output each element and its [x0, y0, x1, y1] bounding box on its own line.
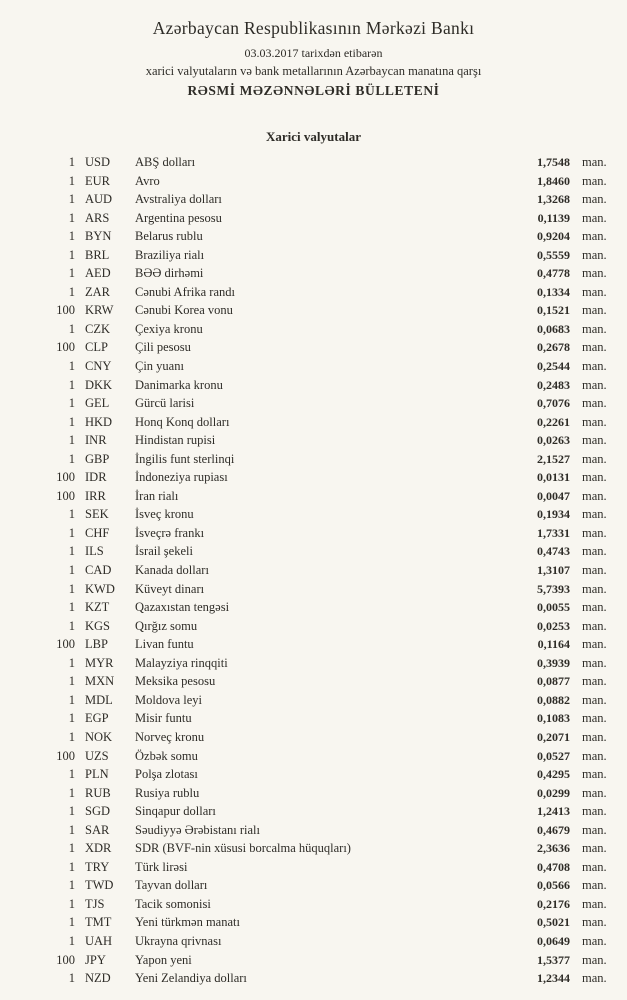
currency-code: SGD: [85, 804, 111, 819]
currency-name: Çili pesosu: [135, 340, 191, 355]
currency-code: CNY: [85, 359, 112, 374]
currency-code: NOK: [85, 729, 113, 744]
currency-name: Norveç kronu: [135, 729, 205, 744]
currency-rate: 0,0263: [537, 433, 570, 448]
currency-row: [0, 951, 627, 970]
currency-row: [0, 691, 627, 710]
currency-name: Braziliya rialı: [135, 247, 205, 262]
currency-nominal: 1: [68, 581, 75, 596]
currency-name: ABŞ dolları: [135, 155, 196, 169]
currency-nominal: 1: [68, 321, 75, 336]
currency-name: Polşa zlotası: [135, 767, 198, 782]
currency-nominal: 1: [68, 618, 75, 633]
currency-rate: 0,4743: [537, 544, 570, 559]
currency-unit: man.: [582, 229, 607, 244]
currency-code: TWD: [85, 878, 114, 893]
currency-rate: 0,0527: [537, 748, 570, 763]
currency-rate: 1,7331: [537, 525, 570, 540]
currency-code: KRW: [85, 303, 114, 318]
currency-code: TRY: [85, 859, 110, 874]
currency-row: [0, 283, 627, 302]
currency-name: İsrail şekeli: [135, 544, 193, 559]
currency-code: MYR: [85, 655, 114, 670]
currency-rate: 0,4679: [537, 822, 570, 837]
currency-unit: man.: [582, 470, 607, 485]
currency-row: [0, 376, 627, 395]
currency-name: Honq Konq dolları: [135, 414, 230, 429]
currency-unit: man.: [582, 525, 607, 540]
currency-unit: man.: [582, 359, 607, 374]
currency-unit: man.: [582, 284, 607, 299]
currency-rate: 0,0566: [537, 878, 570, 893]
currency-rate: 2,3636: [537, 841, 570, 856]
currency-unit: man.: [582, 933, 607, 948]
currency-row: [0, 654, 627, 673]
currency-nominal: 1: [68, 377, 75, 392]
currency-unit: man.: [582, 785, 607, 800]
currency-row: [0, 747, 627, 766]
currency-code: BYN: [85, 229, 112, 244]
currency-nominal: 1: [68, 822, 75, 837]
currency-name: Qırğız somu: [135, 618, 198, 633]
currency-unit: man.: [582, 544, 607, 559]
currency-nominal: 1: [68, 804, 75, 819]
currency-nominal: 100: [56, 340, 75, 355]
currency-rate: 0,5559: [537, 247, 570, 262]
currency-code: JPY: [85, 952, 106, 967]
currency-name: Ukrayna qrivnası: [135, 933, 222, 948]
currency-code: NZD: [85, 971, 111, 986]
currency-name: Misir funtu: [135, 711, 192, 726]
currency-row: [0, 821, 627, 840]
currency-unit: man.: [582, 266, 607, 281]
currency-row: [0, 858, 627, 877]
currency-code: GEL: [85, 396, 110, 411]
currency-unit: man.: [582, 618, 607, 633]
currency-unit: man.: [582, 674, 607, 689]
currency-row: [0, 784, 627, 803]
currency-unit: man.: [582, 915, 607, 930]
currency-rate: 0,4295: [537, 767, 570, 782]
currency-name: Malayziya rinqqiti: [135, 655, 228, 670]
currency-code: GBP: [85, 451, 110, 466]
currency-nominal: 1: [68, 896, 75, 911]
currency-name: Cənubi Afrika randı: [135, 284, 235, 299]
currency-rate: 0,1139: [537, 210, 570, 225]
currency-name: Küveyt dinarı: [135, 581, 205, 596]
currency-code: HKD: [85, 414, 113, 429]
currency-rate: 5,7393: [537, 581, 570, 596]
currency-code: BRL: [85, 247, 110, 262]
currency-name: Avstraliya dolları: [135, 192, 222, 207]
currency-code: INR: [85, 433, 107, 448]
currency-row: [0, 765, 627, 784]
currency-unit: man.: [582, 878, 607, 893]
currency-rate: 1,3107: [537, 563, 570, 578]
currency-nominal: 100: [56, 303, 75, 318]
currency-nominal: 1: [68, 563, 75, 578]
currency-nominal: 1: [68, 600, 75, 615]
currency-row: [0, 394, 627, 413]
currency-code: ZAR: [85, 284, 110, 299]
currency-rate: 0,7076: [537, 396, 570, 411]
currency-rate: 0,2483: [537, 377, 570, 392]
currency-code: KZT: [85, 600, 110, 615]
effective-date-line: 03.03.2017 tarixdən etibarən: [244, 46, 383, 60]
currency-unit: man.: [582, 507, 607, 522]
currency-rate: 0,0649: [537, 933, 570, 948]
currency-unit: man.: [582, 822, 607, 837]
currency-nominal: 1: [68, 451, 75, 466]
currency-row: [0, 617, 627, 636]
currency-name: Meksika pesosu: [135, 674, 216, 689]
currency-code: AED: [85, 266, 111, 281]
currency-rate: 0,4778: [537, 266, 570, 281]
currency-nominal: 1: [68, 841, 75, 856]
currency-name: Türk lirəsi: [135, 859, 188, 874]
currency-unit: man.: [582, 729, 607, 744]
currency-row: [0, 301, 627, 320]
currency-rate: 1,2344: [537, 971, 570, 986]
currency-row: [0, 357, 627, 376]
currency-rate: 1,5377: [537, 952, 570, 967]
currency-unit: man.: [582, 451, 607, 466]
currency-name: Sinqapur dolları: [135, 804, 216, 819]
currency-row: [0, 876, 627, 895]
currency-nominal: 100: [56, 470, 75, 485]
bulletin-title: RƏSMİ MƏZƏNNƏLƏRİ BÜLLETENİ: [187, 83, 440, 98]
currency-name: Yapon yeni: [135, 952, 192, 967]
currency-unit: man.: [582, 804, 607, 819]
currency-nominal: 1: [68, 971, 75, 986]
currency-rate: 0,2176: [537, 896, 570, 911]
currency-code: CHF: [85, 525, 110, 540]
currency-nominal: 100: [56, 748, 75, 763]
currency-unit: man.: [582, 711, 607, 726]
currency-unit: man.: [582, 173, 607, 188]
currency-code: LBP: [85, 637, 108, 652]
currency-rate: 0,0882: [537, 692, 570, 707]
currency-unit: man.: [582, 748, 607, 763]
currency-unit: man.: [582, 433, 607, 448]
currency-unit: man.: [582, 303, 607, 318]
currency-nominal: 1: [68, 933, 75, 948]
currency-row: [0, 598, 627, 617]
currency-unit: man.: [582, 210, 607, 225]
currency-unit: man.: [582, 414, 607, 429]
currency-nominal: 1: [68, 210, 75, 225]
currency-nominal: 1: [68, 692, 75, 707]
currency-code: UZS: [85, 748, 109, 763]
currency-nominal: 1: [68, 284, 75, 299]
currency-row: [0, 839, 627, 858]
currency-name: Avro: [135, 173, 160, 188]
currency-code: CLP: [85, 340, 108, 355]
currency-row: [0, 580, 627, 599]
currency-nominal: 1: [68, 359, 75, 374]
currency-name: Səudiyyə Ərəbistanı rialı: [135, 822, 260, 837]
currency-rate: 1,2413: [537, 804, 570, 819]
currency-row: [0, 172, 627, 191]
currency-name: Livan funtu: [135, 637, 194, 652]
currency-rate: 0,9204: [537, 229, 570, 244]
currency-row: [0, 450, 627, 469]
currency-name: Cənubi Korea vonu: [135, 303, 233, 318]
currency-name: Hindistan rupisi: [135, 433, 216, 448]
currency-code: KGS: [85, 618, 111, 633]
currency-rate: 0,2071: [537, 729, 570, 744]
currency-code: USD: [85, 155, 111, 169]
currency-code: EUR: [85, 173, 110, 188]
currency-unit: man.: [582, 247, 607, 262]
currency-nominal: 1: [68, 878, 75, 893]
currency-unit: man.: [582, 396, 607, 411]
currency-row: [0, 561, 627, 580]
currency-rate: 1,8460: [537, 173, 570, 188]
currency-rate: 0,0055: [537, 600, 570, 615]
currency-nominal: 1: [68, 544, 75, 559]
currency-unit: man.: [582, 192, 607, 207]
currency-code: SAR: [85, 822, 110, 837]
currency-unit: man.: [582, 563, 607, 578]
currency-unit: man.: [582, 767, 607, 782]
currency-row: [0, 932, 627, 951]
currency-name: Çin yuanı: [135, 359, 184, 374]
currency-rate: 0,0877: [537, 674, 570, 689]
currency-row: [0, 468, 627, 487]
currency-unit: man.: [582, 340, 607, 355]
currency-name: Argentina pesosu: [135, 210, 222, 225]
currency-rate: 0,0683: [537, 321, 570, 336]
currency-unit: man.: [582, 952, 607, 967]
currency-rate: 0,0131: [537, 470, 570, 485]
currency-table: [0, 153, 627, 988]
currency-code: TMT: [85, 915, 112, 930]
currency-nominal: 100: [56, 488, 75, 503]
currency-unit: man.: [582, 321, 607, 336]
currency-name: Moldova leyi: [135, 692, 203, 707]
currency-nominal: 1: [68, 915, 75, 930]
currency-code: MDL: [85, 692, 113, 707]
currency-row: [0, 672, 627, 691]
currency-unit: man.: [582, 896, 607, 911]
currency-row: [0, 709, 627, 728]
currency-name: Kanada dolları: [135, 563, 209, 578]
currency-nominal: 1: [68, 525, 75, 540]
currency-name: Qazaxıstan tengəsi: [135, 600, 230, 615]
currency-rate: 0,2261: [537, 414, 570, 429]
currency-row: [0, 802, 627, 821]
currency-row: [0, 635, 627, 654]
currency-row: [0, 153, 627, 172]
currency-code: CAD: [85, 563, 112, 578]
currency-row: [0, 913, 627, 932]
currency-name: Çexiya kronu: [135, 321, 203, 336]
currency-code: PLN: [85, 767, 109, 782]
currency-nominal: 1: [68, 711, 75, 726]
currency-nominal: 1: [68, 674, 75, 689]
currency-row: [0, 264, 627, 283]
currency-unit: man.: [582, 581, 607, 596]
currency-name: Gürcü larisi: [135, 396, 195, 411]
currency-code: ARS: [85, 210, 110, 225]
currency-row: [0, 728, 627, 747]
currency-unit: man.: [582, 841, 607, 856]
currency-name: İsveç kronu: [135, 507, 194, 522]
currency-nominal: 1: [68, 785, 75, 800]
currency-unit: man.: [582, 377, 607, 392]
bank-title: Azərbaycan Respublikasının Mərkəzi Bankı: [152, 18, 475, 38]
currency-nominal: 1: [68, 192, 75, 207]
currency-code: UAH: [85, 933, 113, 948]
currency-nominal: 1: [68, 859, 75, 874]
currency-unit: man.: [582, 637, 607, 652]
currency-row: [0, 246, 627, 265]
currency-rate: 0,1334: [537, 284, 570, 299]
currency-name: Tacik somonisi: [135, 896, 211, 911]
currency-nominal: 1: [68, 414, 75, 429]
currency-code: SEK: [85, 507, 109, 522]
currency-row: [0, 487, 627, 506]
currency-rate: 0,0253: [537, 618, 570, 633]
currency-code: IDR: [85, 470, 107, 485]
currency-code: CZK: [85, 321, 110, 336]
currency-unit: man.: [582, 859, 607, 874]
currency-code: XDR: [85, 841, 112, 856]
currency-rate: 2,1527: [537, 451, 570, 466]
currency-rate: 0,1521: [537, 303, 570, 318]
currency-name: İndoneziya rupiası: [135, 470, 228, 485]
currency-nominal: 1: [68, 155, 75, 169]
currency-name: Tayvan dolları: [135, 878, 208, 893]
currency-name: Belarus rublu: [135, 229, 203, 244]
currency-name: BƏƏ dirhəmi: [135, 266, 204, 281]
currency-name: Danimarka kronu: [135, 377, 223, 392]
currency-rate: 0,3939: [537, 655, 570, 670]
currency-name: Özbək somu: [135, 748, 198, 763]
currency-row: [0, 524, 627, 543]
currency-row: [0, 227, 627, 246]
currency-rate: 0,1164: [537, 637, 570, 652]
currency-code: MXN: [85, 674, 115, 689]
currency-code: TJS: [85, 896, 105, 911]
currency-name: Yeni Zelandiya dolları: [135, 971, 247, 986]
currency-code: IRR: [85, 488, 106, 503]
currency-code: DKK: [85, 377, 113, 392]
currency-rate: 1,3268: [537, 192, 570, 207]
section-title-foreign-currencies: Xarici valyutalar: [266, 129, 361, 144]
currency-name: Yeni türkmən manatı: [135, 915, 240, 930]
currency-rate: 0,5021: [537, 915, 570, 930]
currency-row: [0, 338, 627, 357]
currency-row: [0, 209, 627, 228]
currency-nominal: 1: [68, 396, 75, 411]
currency-name: İran rialı: [135, 488, 179, 503]
currency-code: KWD: [85, 581, 115, 596]
currency-row: [0, 190, 627, 209]
currency-nominal: 1: [68, 729, 75, 744]
currency-code: AUD: [85, 192, 113, 207]
currency-row: [0, 431, 627, 450]
currency-row: [0, 542, 627, 561]
currency-unit: man.: [582, 655, 607, 670]
currency-unit: man.: [582, 692, 607, 707]
currency-unit: man.: [582, 155, 607, 169]
currency-nominal: 1: [68, 229, 75, 244]
currency-rate: 0,0299: [537, 785, 570, 800]
currency-nominal: 1: [68, 173, 75, 188]
currency-name: İsveçrə frankı: [135, 525, 205, 540]
currency-rate: 0,4708: [537, 859, 570, 874]
currency-row: [0, 895, 627, 914]
currency-name: Rusiya rublu: [135, 785, 200, 800]
currency-unit: man.: [582, 488, 607, 503]
currency-rate: 1,7548: [537, 155, 570, 169]
currency-name: İngilis funt sterlinqi: [135, 451, 235, 466]
currency-nominal: 1: [68, 767, 75, 782]
currency-unit: man.: [582, 971, 607, 986]
currency-code: RUB: [85, 785, 111, 800]
currency-code: EGP: [85, 711, 109, 726]
currency-unit: man.: [582, 600, 607, 615]
currency-nominal: 1: [68, 266, 75, 281]
currency-nominal: 100: [56, 637, 75, 652]
currency-nominal: 1: [68, 433, 75, 448]
currency-rate: 0,0047: [537, 488, 570, 503]
currency-row: [0, 969, 627, 988]
currency-rate: 0,1083: [537, 711, 570, 726]
currency-rate: 0,2544: [537, 359, 570, 374]
currency-code: ILS: [85, 544, 104, 559]
currency-name: SDR (BVF-nin xüsusi borcalma hüquqları): [135, 841, 351, 856]
currency-nominal: 1: [68, 655, 75, 670]
currency-row: [0, 505, 627, 524]
currency-rate: 0,2678: [537, 340, 570, 355]
currency-row: [0, 320, 627, 339]
currency-nominal: 100: [56, 952, 75, 967]
currency-nominal: 1: [68, 247, 75, 262]
currency-nominal: 1: [68, 507, 75, 522]
currency-rate: 0,1934: [537, 507, 570, 522]
currency-row: [0, 413, 627, 432]
subtitle-line: xarici valyutaların və bank metallarının Azərbaycan manatına qarşı: [145, 64, 482, 78]
